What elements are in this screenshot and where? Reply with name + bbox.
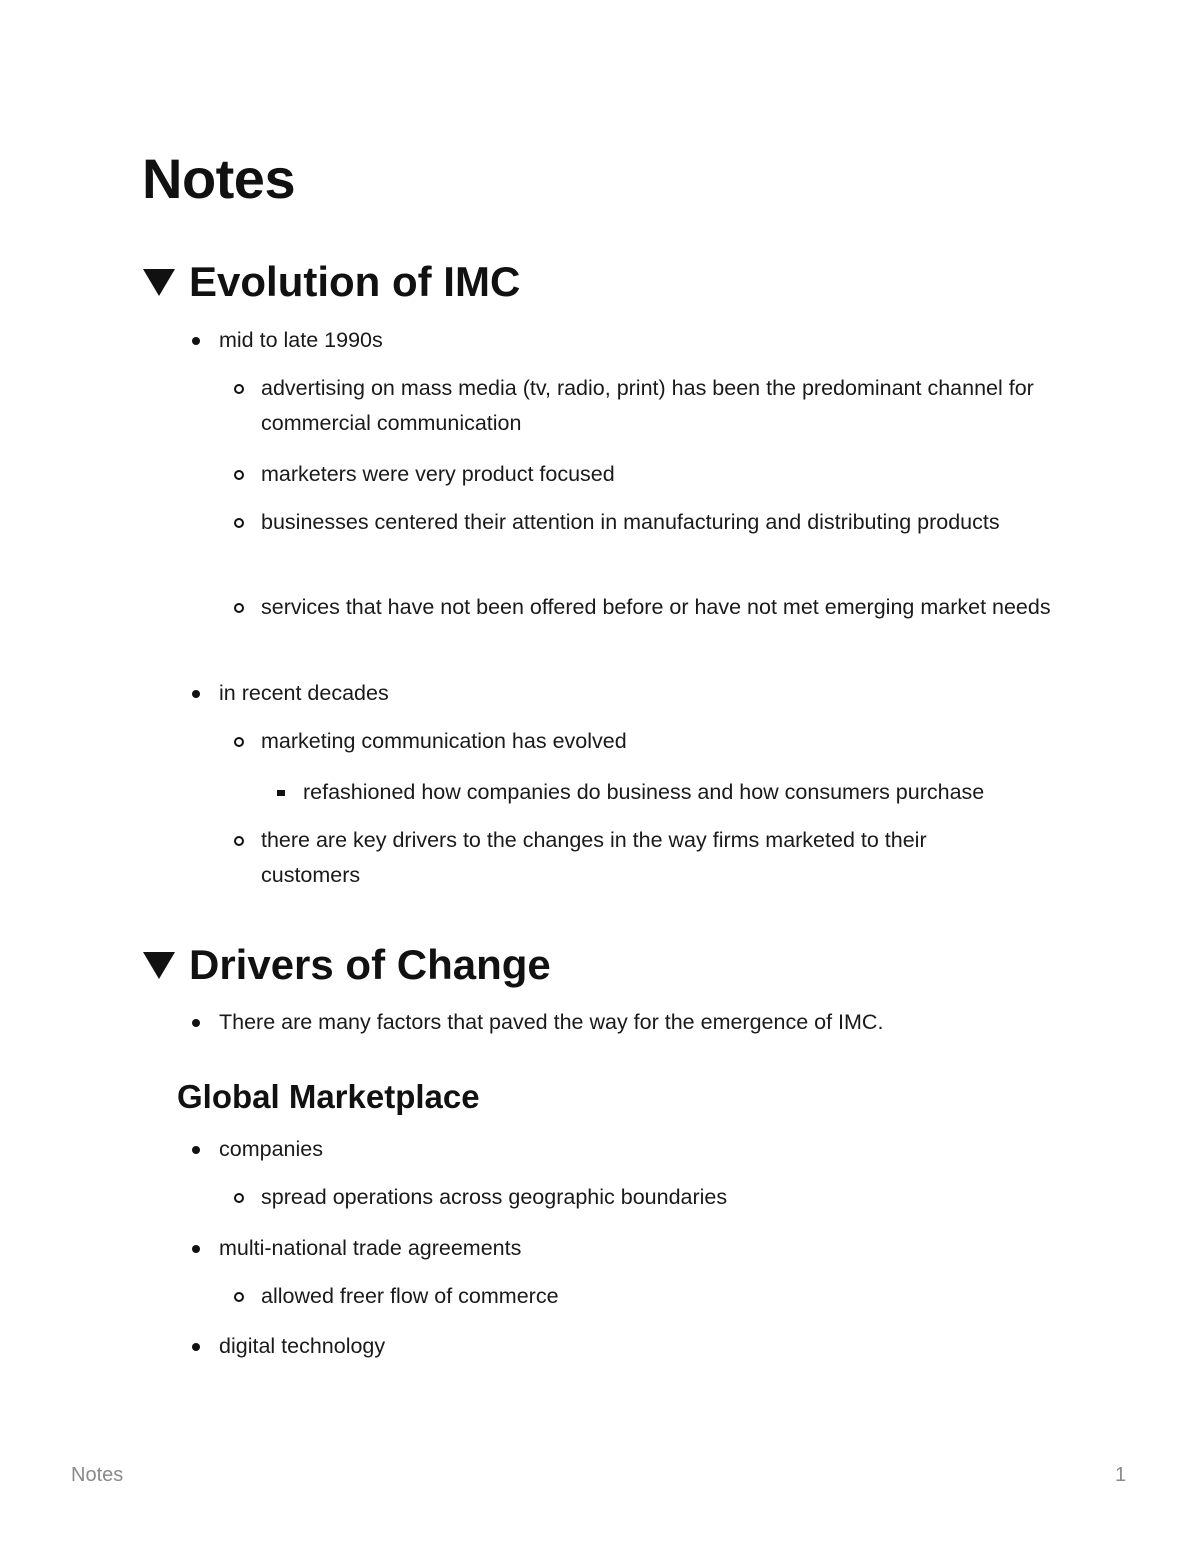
list-item-text: companies <box>219 1137 323 1161</box>
section-heading-evolution-of-imc[interactable] <box>142 255 520 309</box>
list-item-text: in recent decades <box>219 681 389 705</box>
bullet-circle-icon <box>234 603 244 613</box>
bullet-square-icon <box>277 790 285 796</box>
list-item-text: There are many factors that paved the way for the emergence of IMC. <box>219 1010 884 1034</box>
list-item-text: marketers were very product focused <box>261 462 615 486</box>
list-item <box>261 724 1061 759</box>
bullet-circle-icon <box>234 836 244 846</box>
toggle-triangle-icon[interactable] <box>143 269 175 296</box>
list-item-text: refashioned how companies do business and how consumers purchase <box>303 780 985 804</box>
list-item <box>261 1180 1061 1215</box>
bullet-disc-icon <box>192 1019 200 1027</box>
list-item <box>219 1231 1099 1266</box>
bullet-circle-icon <box>234 1292 244 1302</box>
bullet-disc-icon <box>192 690 200 698</box>
list-item <box>261 371 1061 441</box>
bullet-disc-icon <box>192 337 200 345</box>
list-item-text: marketing communication has evolved <box>261 729 627 753</box>
list-item-text: advertising on mass media (tv, radio, print) has been the predominant channel for commercial communication <box>261 376 1034 435</box>
list-item <box>261 1279 1061 1314</box>
list-item <box>261 823 1021 893</box>
bullet-circle-icon <box>234 518 244 528</box>
bullet-disc-icon <box>192 1245 200 1253</box>
toggle-triangle-icon[interactable] <box>143 952 175 979</box>
list-item-text: allowed freer flow of commerce <box>261 1284 559 1308</box>
list-item-text: mid to late 1990s <box>219 328 383 352</box>
list-item <box>219 676 1099 711</box>
list-item-text: there are key drivers to the changes in the way firms marketed to their customers <box>261 828 927 887</box>
list-item <box>219 1329 1099 1364</box>
footer-doc-name: Notes <box>71 1464 124 1486</box>
section-heading-drivers-of-change[interactable] <box>142 938 551 992</box>
list-item <box>219 323 1099 358</box>
section-heading-text: Evolution of IMC <box>189 258 521 305</box>
bullet-circle-icon <box>234 1193 244 1203</box>
list-item-text: businesses centered their attention in manufacturing and distributing products <box>261 510 1000 534</box>
list-item <box>303 775 1103 810</box>
list-item-text: digital technology <box>219 1334 386 1358</box>
bullet-circle-icon <box>234 737 244 747</box>
footer-page-number: 1 <box>1115 1464 1127 1486</box>
list-item <box>261 590 1061 625</box>
bullet-disc-icon <box>192 1343 200 1351</box>
bullet-disc-icon <box>192 1146 200 1154</box>
list-item-text: services that have not been offered before or have not met emerging market needs <box>261 595 1051 619</box>
bullet-circle-icon <box>234 384 244 394</box>
list-item <box>219 1005 1099 1040</box>
list-item <box>261 505 1021 540</box>
subheading-global-marketplace: Global Marketplace <box>177 1078 480 1115</box>
list-item-text: spread operations across geographic boundaries <box>261 1185 728 1209</box>
list-item-text: multi-national trade agreements <box>219 1236 522 1260</box>
bullet-circle-icon <box>234 470 244 480</box>
page-title: Notes <box>142 147 296 210</box>
list-item <box>219 1132 1099 1167</box>
section-heading-text: Drivers of Change <box>189 941 551 988</box>
list-item <box>261 457 1061 492</box>
